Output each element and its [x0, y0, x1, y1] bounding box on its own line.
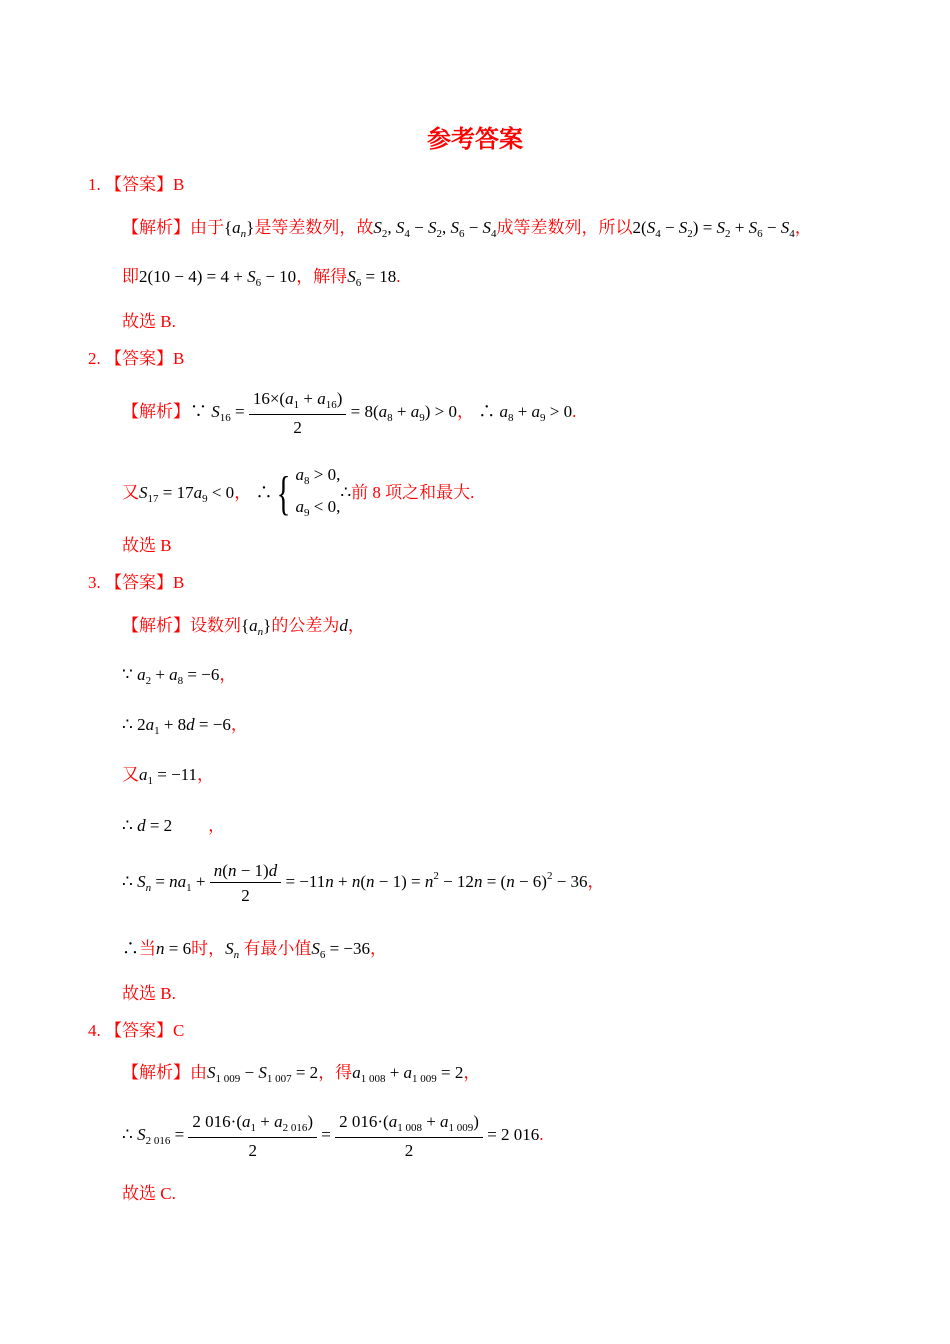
- explanation-4-line-2: ∴ $S_{2 016}$ = $\frac{2 016\cdot(a_1 + a_{2 016})}{2}$ = $\frac{2 016\cdot(a_{1 008} + a_{1 009})}{2}$ = 2 016.: [122, 1112, 544, 1160]
- math-expression: ∴ $a_8 + a_9 > 0$: [478, 401, 573, 424]
- explanation-label: 【解析】: [122, 401, 190, 421]
- fraction: $\frac{2 016\cdot(a_{1 008} + a_{1 009})}{2}$: [335, 1113, 483, 1159]
- explanation-1-line-1: 【解析】由于$\{a_n\}$是等差数列，故$S_2$, $S_4 - S_2$, $S_6 - S_4$成等差数列，所以$2(S_4 - S_2) = S_2 + S_6 - S_4$，: [122, 218, 812, 240]
- math-expression: $S_{17} = 17a_9 < 0$: [139, 482, 235, 505]
- math-expression: ∴ $S_{2 016}$ = $\frac{2 016\cdot(a_1 + a_{2 016})}{2}$ = $\frac{2 016\cdot(a_{1 008} + a_{1 009})}{2}$ = 2 016: [122, 1112, 540, 1160]
- math-expression: $\{a_n\}$: [241, 616, 272, 638]
- fraction: $\frac{16\times(a_1 + a_{16})}{2}$: [249, 390, 347, 436]
- explanation-3-line-3: ∴ $2a_1 + 8d = -6$，: [122, 715, 248, 737]
- math-expression: ∴ $S_n = na_1$ + $\frac{n(n - 1)d}{2}$ = $-11n + n(n - 1) = n^2 - 12n = (n - 6)^2 - 36$: [122, 861, 588, 905]
- conclusion-4: 故选 C.: [122, 1184, 176, 1203]
- explanation-3-line-4: 又$a_1 = -11$，: [122, 765, 215, 787]
- conclusion-1: 故选 B.: [122, 312, 176, 331]
- explanation-3-line-7: ∴当n = 6时，$S_n$ 有最小值$S_6 = -36$，: [122, 939, 388, 961]
- page-title: 参考答案: [427, 127, 523, 153]
- math-expression: $S_{1 009} - S_{1 007} = 2$: [207, 1063, 319, 1085]
- conclusion-2: 故选 B: [122, 536, 172, 555]
- fraction: $\frac{2 016\cdot(a_1 + a_{2 016})}{2}$: [188, 1113, 317, 1159]
- inequality-system: { $a_8 > 0$, $a_9 < 0$,: [277, 465, 341, 520]
- math-expression: $\{a_n\}$: [224, 218, 255, 240]
- explanation-2-line-1: 【解析】∵ $S_{16}$ = $\frac{16\times(a_1 + a_{16})}{2}$ = $8(a_8 + a_9) > 0$， ∴ $a_8 + a_9 > 0$.: [122, 389, 577, 437]
- explanation-4-line-1: 【解析】由$S_{1 009} - S_{1 007} = 2$，得$a_{1 008} + a_{1 009} = 2$，: [122, 1063, 481, 1085]
- math-expression: $2(10 - 4) = 4 + S_6 - 10$: [139, 267, 297, 289]
- explanation-label: 【解析】: [122, 218, 190, 237]
- answer-2: 2. 【答案】B: [88, 349, 185, 368]
- explanation-3-line-6: ∴ $S_n = na_1$ + $\frac{n(n - 1)d}{2}$ = $-11n + n(n - 1) = n^2 - 12n = (n - 6)^2 - 36$，: [122, 861, 605, 905]
- math-expression: $S_2$, $S_4 - S_2$, $S_6 - S_4$: [373, 218, 497, 240]
- math-expression: $a_{1 008} + a_{1 009} = 2$: [352, 1063, 464, 1085]
- math-expression: $S_6 = 18$: [347, 267, 397, 289]
- explanation-label: 【解析】: [122, 616, 190, 635]
- math-expression: $2(S_4 - S_2) = S_2 + S_6 - S_4$: [632, 218, 795, 240]
- explanation-3-line-2: ∵ $a_2 + a_8 = -6$，: [122, 665, 237, 687]
- math-expression: ∵ $S_{16}$ = $\frac{16\times(a_1 + a_{16})}{2}$ = $8(a_8 + a_9) > 0$: [190, 389, 457, 437]
- answer-3: 3. 【答案】B: [88, 573, 185, 592]
- explanation-3-line-1: 【解析】设数列$\{a_n\}$的公差为d，: [122, 616, 365, 638]
- answer-1: 1. 【答案】B: [88, 175, 185, 194]
- explanation-1-line-2: 即$2(10 - 4) = 4 + S_6 - 10$，解得$S_6 = 18$.: [122, 267, 401, 289]
- explanation-2-line-2: 又$S_{17} = 17a_9 < 0$， ∴{ $a_8 > 0$, $a_9 < 0$, ∴前 8 项之和最大.: [122, 462, 474, 526]
- answer-4: 4. 【答案】C: [88, 1021, 185, 1040]
- explanation-3-line-5: ∴ d = 2 ，: [122, 816, 226, 835]
- explanation-label: 【解析】: [122, 1063, 190, 1082]
- fraction: $\frac{n(n - 1)d}{2}$: [210, 862, 281, 904]
- conclusion-3: 故选 B.: [122, 984, 176, 1003]
